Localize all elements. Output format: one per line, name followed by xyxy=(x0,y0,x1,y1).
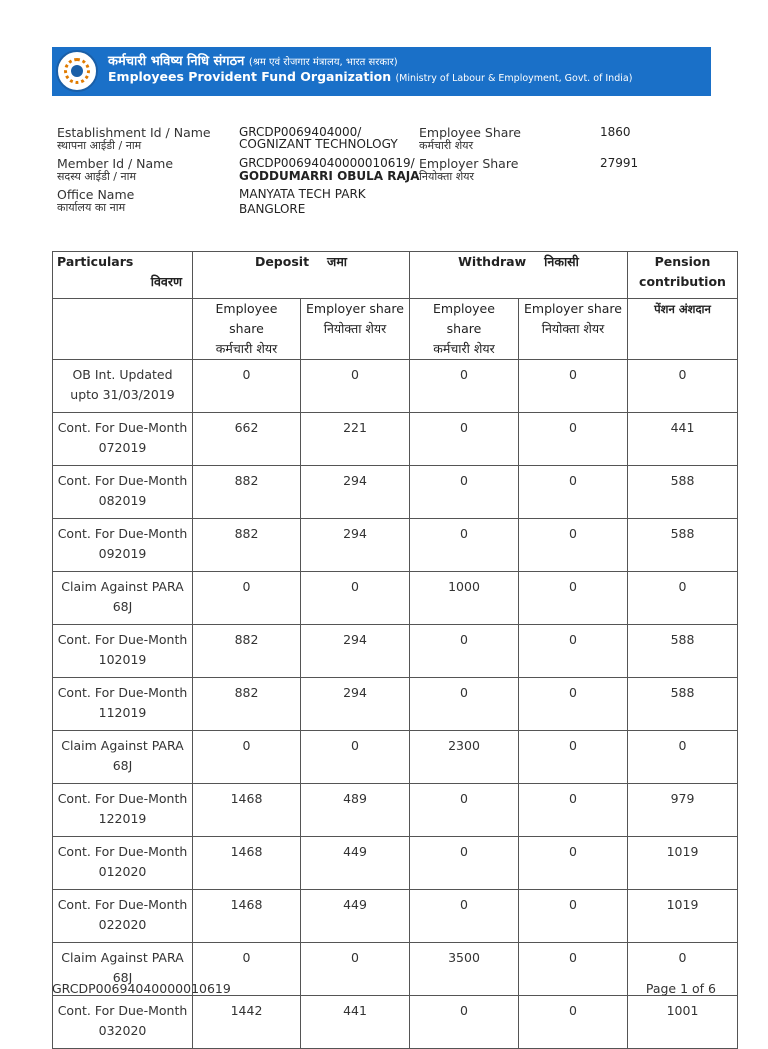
cell-dep-ee: 882 xyxy=(193,519,301,572)
cell-particular: Cont. For Due-Month 012020 xyxy=(53,837,193,890)
cell-wd-er: 0 xyxy=(519,731,628,784)
sub-deposit-employer-hi: नियोक्ता शेयर xyxy=(323,321,387,336)
cell-wd-er: 0 xyxy=(519,678,628,731)
cell-dep-er: 294 xyxy=(301,466,410,519)
cell-wd-ee: 0 xyxy=(410,678,519,731)
cell-wd-er: 0 xyxy=(519,572,628,625)
sub-deposit-employer-en: Employer share xyxy=(306,301,404,316)
col-particulars xyxy=(53,252,193,299)
cell-dep-er: 294 xyxy=(301,519,410,572)
sub-withdraw-employee-hi: कर्मचारी शेयर xyxy=(433,341,495,356)
cell-dep-er: 449 xyxy=(301,890,410,943)
page-number: Page 1 of 6 xyxy=(645,981,716,996)
cell-pension: 588 xyxy=(628,466,738,519)
cell-dep-ee: 1468 xyxy=(193,890,301,943)
cell-dep-ee: 882 xyxy=(193,625,301,678)
employee-share-label-en: Employee Share xyxy=(419,125,521,140)
cell-particular: Claim Against PARA 68J xyxy=(53,731,193,784)
office-name-line1: MANYATA TECH PARK xyxy=(239,187,366,201)
sub-deposit-employee-en: Employee share xyxy=(215,301,278,336)
withdraw-header-hi: निकासी xyxy=(544,254,579,269)
sub-deposit-employee-hi: कर्मचारी शेयर xyxy=(215,341,278,356)
deposit-header: Deposit xyxy=(254,254,310,269)
header-hindi xyxy=(108,51,398,69)
header-hindi-title: कर्मचारी भविष्य निधि संगठन xyxy=(108,54,245,69)
establishment-name: COGNIZANT TECHNOLOGY xyxy=(239,137,398,151)
cell-dep-ee: 1468 xyxy=(193,784,301,837)
cell-dep-ee: 0 xyxy=(193,572,301,625)
cell-dep-er: 294 xyxy=(301,625,410,678)
cell-pension: 979 xyxy=(628,784,738,837)
cell-wd-ee: 0 xyxy=(410,519,519,572)
cell-particular: OB Int. Updated upto 31/03/2019 xyxy=(53,360,193,413)
cell-dep-er: 489 xyxy=(301,784,410,837)
establishment-id: GRCDP0069404000/ xyxy=(239,125,362,139)
cell-particular: Cont. For Due-Month 032020 xyxy=(53,996,193,1049)
employer-share-value: 27991 xyxy=(600,156,639,170)
member-label-en: Member Id / Name xyxy=(57,156,174,171)
cell-dep-er: 0 xyxy=(301,572,410,625)
cell-wd-ee: 0 xyxy=(410,784,519,837)
cell-dep-er: 221 xyxy=(301,413,410,466)
cell-wd-ee: 0 xyxy=(410,996,519,1049)
sub-deposit-employer xyxy=(301,299,410,360)
footer-member-id: GRCDP00694040000010619 xyxy=(52,981,231,996)
cell-wd-er: 0 xyxy=(519,466,628,519)
sub-pension: पेंशन अंशदान xyxy=(628,299,738,360)
table-row xyxy=(53,360,738,413)
cell-dep-er: 0 xyxy=(301,943,410,996)
establishment-label xyxy=(57,126,211,152)
employee-share-value: 1860 xyxy=(600,125,631,139)
cell-dep-ee: 0 xyxy=(193,360,301,413)
particulars-header-hi: विवरण xyxy=(150,274,182,289)
cell-particular: Claim Against PARA 68J xyxy=(53,943,193,996)
cell-dep-ee: 0 xyxy=(193,943,301,996)
sub-withdraw-employer-hi: नियोक्ता शेयर xyxy=(541,321,605,336)
member-label xyxy=(57,157,173,183)
employee-share-label xyxy=(419,126,521,152)
table-row xyxy=(53,731,738,784)
employee-share-label-hi: कर्मचारी शेयर xyxy=(419,139,474,152)
cell-dep-ee: 1442 xyxy=(193,996,301,1049)
cell-wd-ee: 0 xyxy=(410,466,519,519)
employer-share-label-hi: नियोक्ता शेयर xyxy=(419,170,475,183)
col-pension xyxy=(628,252,738,299)
table-row xyxy=(53,890,738,943)
cell-pension: 441 xyxy=(628,413,738,466)
cell-wd-er: 0 xyxy=(519,360,628,413)
cell-wd-ee: 2300 xyxy=(410,731,519,784)
cell-wd-er: 0 xyxy=(519,519,628,572)
cell-dep-er: 0 xyxy=(301,731,410,784)
cell-wd-er: 0 xyxy=(519,837,628,890)
office-label-hi: कार्यालय का नाम xyxy=(57,201,126,214)
col-withdraw xyxy=(410,252,628,299)
cell-wd-ee: 1000 xyxy=(410,572,519,625)
cell-wd-er: 0 xyxy=(519,996,628,1049)
cell-wd-ee: 0 xyxy=(410,413,519,466)
cell-dep-ee: 662 xyxy=(193,413,301,466)
epfo-logo-icon xyxy=(56,50,98,92)
table-row xyxy=(53,837,738,890)
establishment-label-hi: स्थापना आईडी / नाम xyxy=(57,139,142,152)
cell-pension: 588 xyxy=(628,625,738,678)
member-label-hi: सदस्य आईडी / नाम xyxy=(57,170,137,183)
cell-particular: Cont. For Due-Month 102019 xyxy=(53,625,193,678)
cell-dep-er: 294 xyxy=(301,678,410,731)
cell-wd-ee: 0 xyxy=(410,360,519,413)
sub-withdraw-employee-en: Employee share xyxy=(433,301,495,336)
cell-dep-er: 441 xyxy=(301,996,410,1049)
header-hindi-sub: (श्रम एवं रोजगार मंत्रालय, भारत सरकार) xyxy=(248,57,398,68)
particulars-header: Particulars xyxy=(57,254,134,269)
cell-wd-er: 0 xyxy=(519,625,628,678)
office-label-en: Office Name xyxy=(57,187,135,202)
cell-pension: 0 xyxy=(628,572,738,625)
employer-share-label-en: Employer Share xyxy=(419,156,519,171)
member-id: GRCDP00694040000010619/ xyxy=(239,156,415,170)
table-row xyxy=(53,519,738,572)
cell-dep-er: 0 xyxy=(301,360,410,413)
cell-particular: Cont. For Due-Month 022020 xyxy=(53,890,193,943)
cell-wd-ee: 3500 xyxy=(410,943,519,996)
sub-deposit-employee xyxy=(193,299,301,360)
cell-dep-ee: 882 xyxy=(193,466,301,519)
cell-wd-ee: 0 xyxy=(410,837,519,890)
cell-pension: 0 xyxy=(628,943,738,996)
sub-withdraw-employer xyxy=(519,299,628,360)
cell-particular: Cont. For Due-Month 082019 xyxy=(53,466,193,519)
ledger-rows xyxy=(53,360,738,1049)
cell-dep-ee: 1468 xyxy=(193,837,301,890)
cell-pension: 1019 xyxy=(628,890,738,943)
cell-particular: Cont. For Due-Month 092019 xyxy=(53,519,193,572)
cell-wd-ee: 0 xyxy=(410,890,519,943)
cell-pension: 1019 xyxy=(628,837,738,890)
header-english-sub: (Ministry of Labour & Employment, Govt. of India) xyxy=(395,73,633,84)
office-label xyxy=(57,188,134,214)
passbook-table xyxy=(52,251,738,1049)
table-row xyxy=(53,466,738,519)
table-row xyxy=(53,996,738,1049)
header-banner xyxy=(52,47,711,96)
member-name: GODDUMARRI OBULA RAJA xyxy=(239,169,420,183)
cell-particular: Cont. For Due-Month 072019 xyxy=(53,413,193,466)
col-deposit xyxy=(193,252,410,299)
cell-pension: 1001 xyxy=(628,996,738,1049)
table-row xyxy=(53,678,738,731)
table-row xyxy=(53,413,738,466)
table-row xyxy=(53,625,738,678)
deposit-header-hi: जमा xyxy=(327,254,348,269)
withdraw-header: Withdraw xyxy=(458,254,527,269)
employer-share-label xyxy=(419,157,518,183)
cell-dep-er: 449 xyxy=(301,837,410,890)
sub-withdraw-employer-en: Employer share xyxy=(524,301,622,316)
cell-pension: 588 xyxy=(628,519,738,572)
header-english-title: Employees Provident Fund Organization xyxy=(108,69,392,84)
cell-particular: Claim Against PARA 68J xyxy=(53,572,193,625)
table-row xyxy=(53,572,738,625)
cell-particular: Cont. For Due-Month 112019 xyxy=(53,678,193,731)
cell-wd-er: 0 xyxy=(519,890,628,943)
cell-pension: 0 xyxy=(628,360,738,413)
office-name-line2: BANGLORE xyxy=(239,202,306,216)
cell-pension: 0 xyxy=(628,731,738,784)
table-row xyxy=(53,784,738,837)
pension-header: Pension contribution xyxy=(639,254,726,289)
cell-wd-er: 0 xyxy=(519,413,628,466)
sub-empty xyxy=(53,299,193,360)
cell-dep-ee: 0 xyxy=(193,731,301,784)
cell-dep-ee: 882 xyxy=(193,678,301,731)
sub-withdraw-employee xyxy=(410,299,519,360)
cell-pension: 588 xyxy=(628,678,738,731)
cell-wd-er: 0 xyxy=(519,784,628,837)
cell-wd-er: 0 xyxy=(519,943,628,996)
cell-wd-ee: 0 xyxy=(410,625,519,678)
cell-particular: Cont. For Due-Month 122019 xyxy=(53,784,193,837)
establishment-label-en: Establishment Id / Name xyxy=(57,125,211,140)
header-english xyxy=(108,69,632,84)
